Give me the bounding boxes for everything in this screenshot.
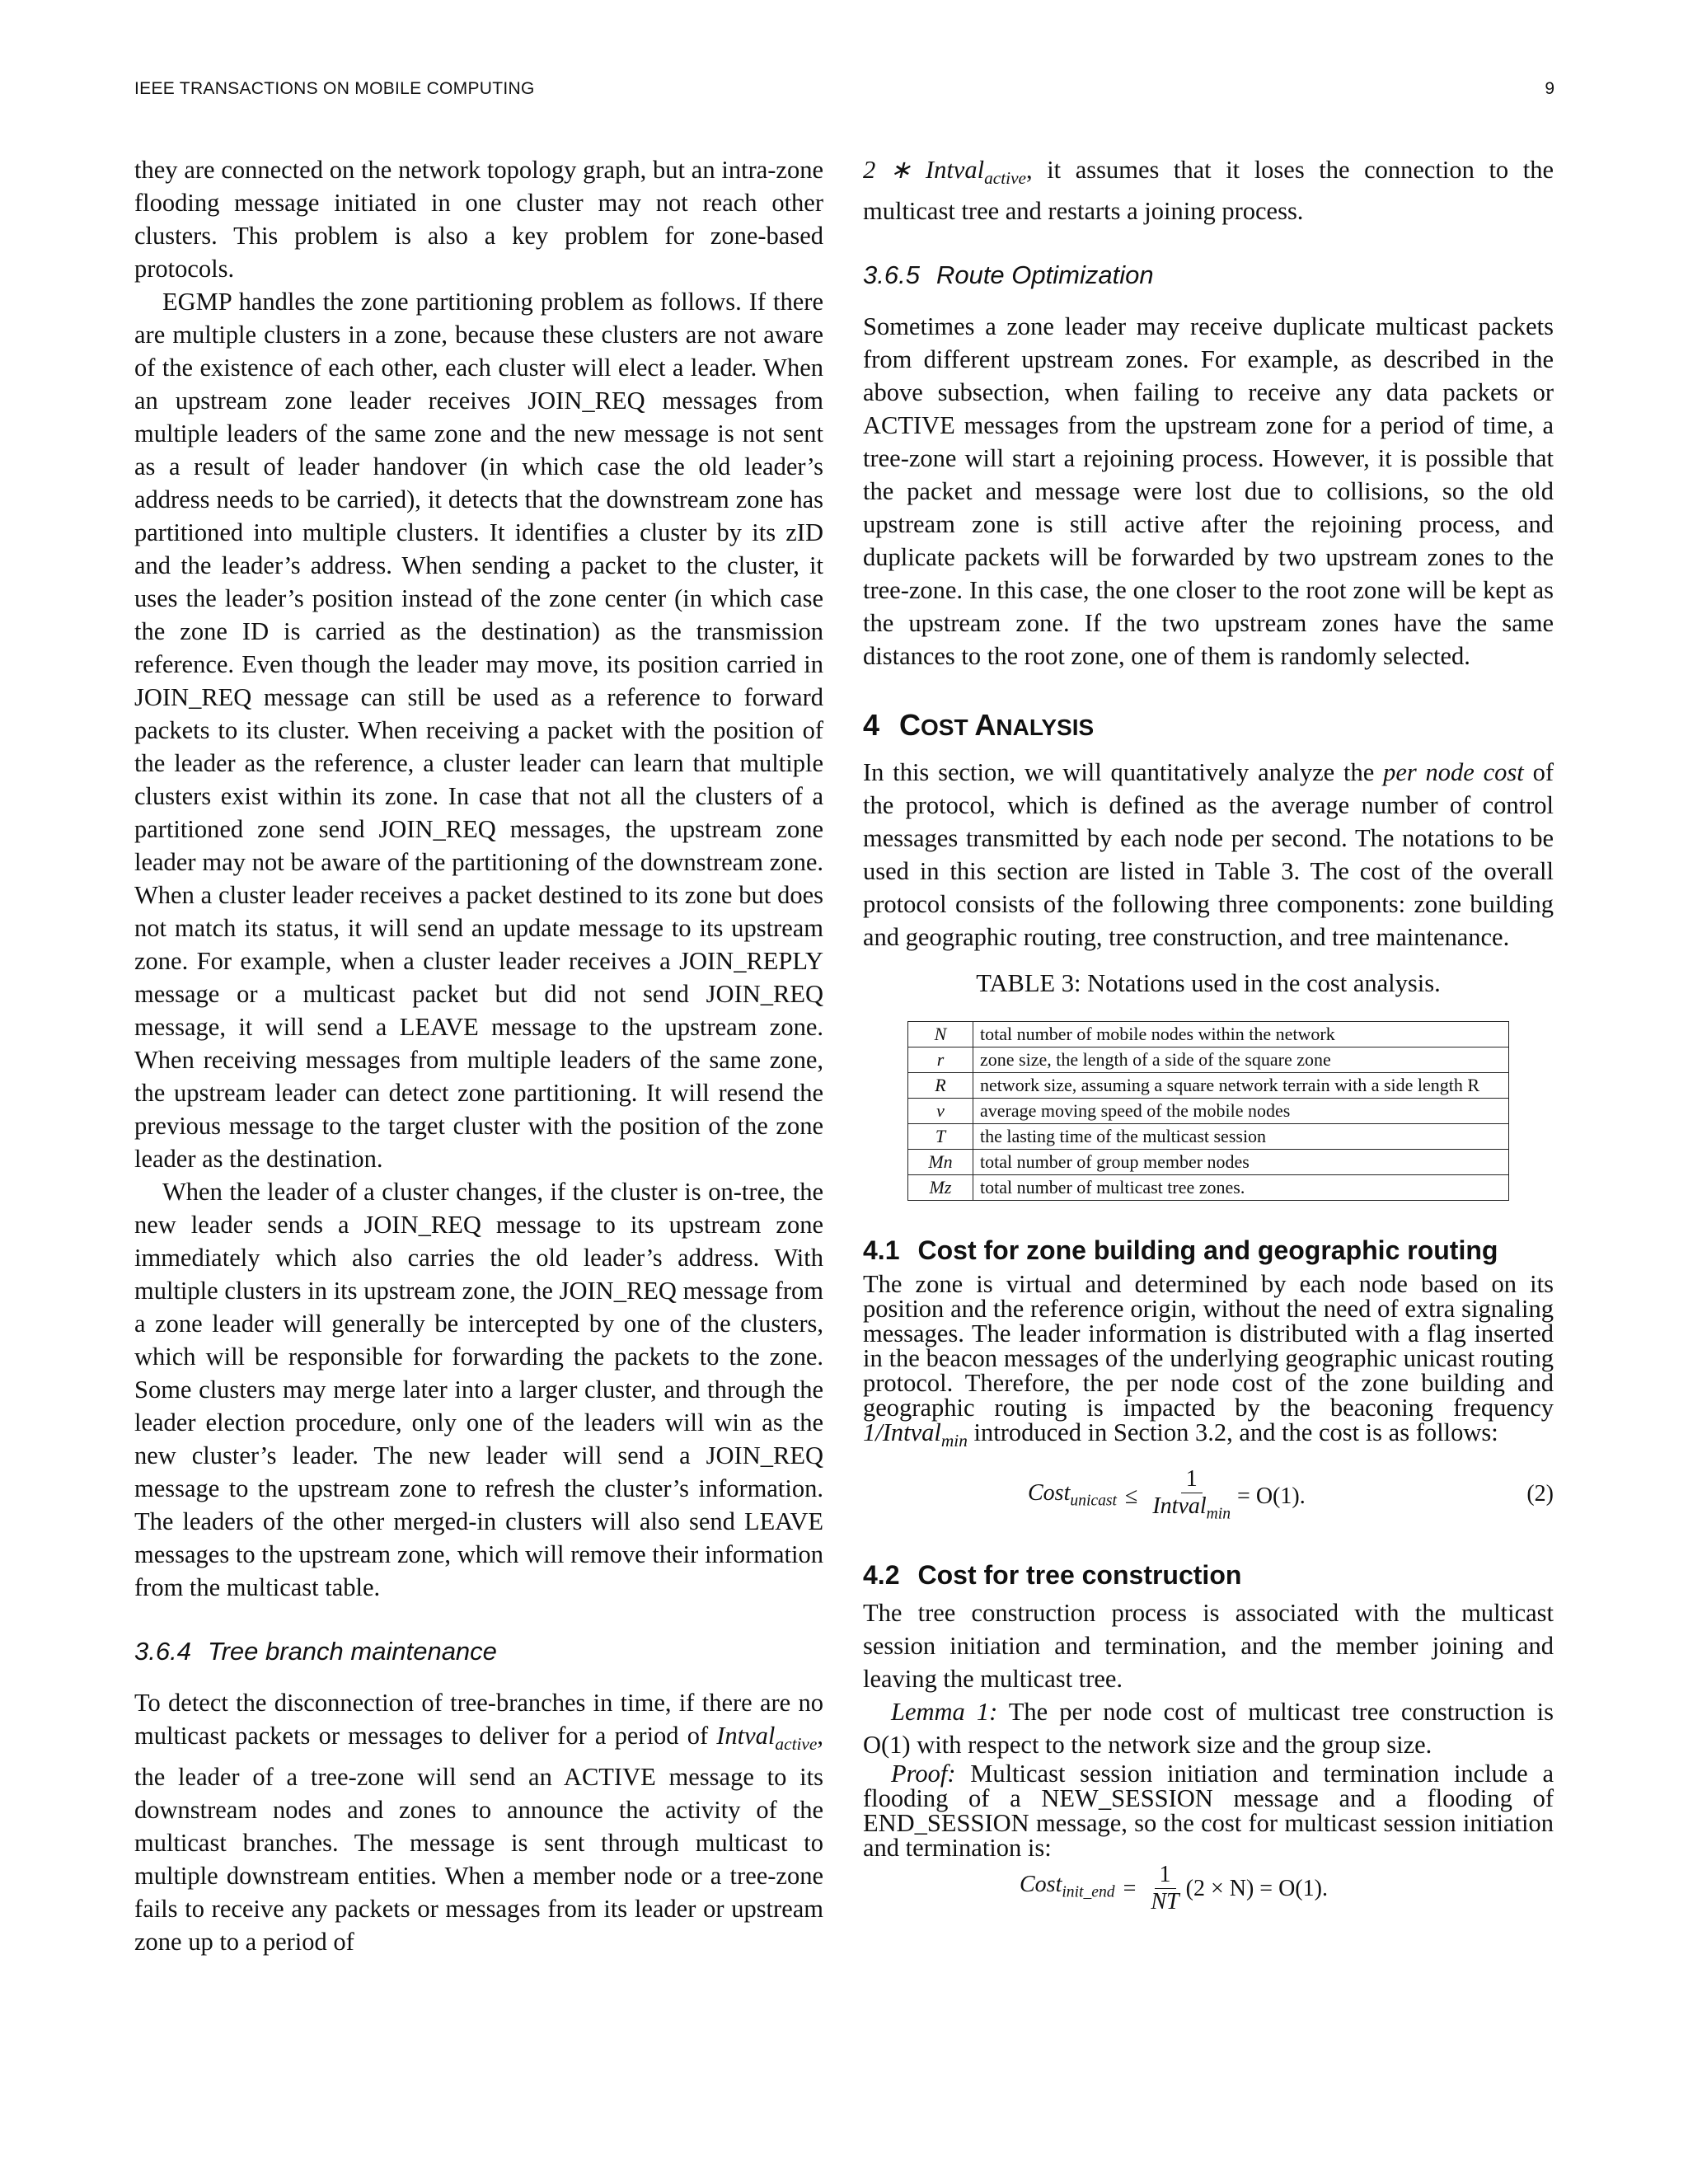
table-cell-symbol: Mz xyxy=(908,1175,973,1201)
equation-2: Cost$_{unicast}$ ≤ $\frac{1}{Intval_{min}}$ = O(1). (2) xyxy=(863,1461,1554,1526)
math-inline: Intval$_{active}$ xyxy=(716,1722,818,1755)
table-cell-symbol: N xyxy=(908,1022,973,1047)
paragraph: they are connected on the network topology graph, but an intra-zone flooding message initiated in one cluster may not reach other clusters. This problem is also a key problem for zone-based protocols. xyxy=(134,156,823,283)
subsection-title: Cost for tree construction xyxy=(917,1560,1242,1591)
table-cell-symbol: r xyxy=(908,1047,973,1073)
equation-fraction: $\frac{1}{NT}$ xyxy=(1151,1862,1179,1915)
right-column xyxy=(863,153,1554,1921)
subsubsection-number: 3.6.4 xyxy=(134,1637,191,1666)
table-cell-description: total number of multicast tree zones. xyxy=(973,1175,1509,1201)
paragraph: The zone is virtual and determined by each node based on its position and the reference origin, without the need of extra signaling messages. The leader information is distributed with a flag inserted in the beacon messages of the underlying geographic unicast routing protocol. Therefore, the per node cost of the zone building and geographic routing is impacted by the beaconing frequency 1/Intval$_{min}$ introduced in Section 3.2, and the cost is as follows: xyxy=(863,1270,1554,1451)
subsection-title: Cost for zone building and geographic routing xyxy=(917,1235,1498,1266)
table-cell-description: total number of group member nodes xyxy=(973,1150,1509,1175)
equation-3: Cost$_{init\_end}$ = $\frac{1}{NT}$ (2 × N) = O(1). xyxy=(1020,1862,1328,1915)
table-cell-description: zone size, the length of a side of the square zone xyxy=(973,1047,1509,1073)
subsubsection-heading xyxy=(863,259,1554,292)
table-caption: TABLE 3: Notations used in the cost analysis. xyxy=(976,969,1441,998)
math-inline: 1/Intval$_{min}$ xyxy=(863,1418,968,1451)
equation-number: (2) xyxy=(1526,1481,1554,1507)
left-column xyxy=(134,153,823,1958)
table-cell-description: average moving speed of the mobile nodes xyxy=(973,1099,1509,1124)
table-cell-symbol: T xyxy=(908,1124,973,1150)
subsection-number: 4.1 xyxy=(863,1235,900,1266)
table-row xyxy=(908,1150,1509,1175)
paragraph: To detect the disconnection of tree-branches in time, if there are no multicast packets or messages to deliver for a period of Intval$_{active}$, the leader of a tree-zone will send an ACTIVE message to its downstream nodes and zones to announce the activity of the multicast branches. The message is sent through multicast to multiple downstream entities. When a member node or a tree-zone fails to receive any packets or messages from its leader or upstream zone up to a period of xyxy=(134,1689,823,1957)
table-cell-symbol: v xyxy=(908,1099,973,1124)
paragraph: EGMP handles the zone partitioning problem as follows. If there are multiple clusters in a zone, because these clusters are not aware of the existence of each other, each cluster will elect a leader. When an upstream zone leader receives JOIN_REQ messages from multiple leaders of the same zone and the new message is not sent as a result of leader handover (in which case the old leader’s address needs to be carried), it detects that the downstream zone has partitioned into multiple clusters. It identifies a cluster by its zID and the leader’s address. When sending a packet to the cluster, it uses the leader’s position instead of the zone center (in which case the zone ID is carried as the destination) as the transmission reference. Even though the leader may move, its position carried in JOIN_REQ message can still be used as a reference to forward packets to its cluster. When receiving a packet with the position of the leader as the reference, a cluster leader can learn that multiple clusters exist within its zone. In case that not all the clusters of a partitioned zone send JOIN_REQ messages, the upstream zone leader may not be aware of the partitioning of the downstream zone. When a cluster leader receives a packet destined to its zone but does not match its status, it will send an update message to its upstream zone. For example, when a cluster leader receives a JOIN_REPLY message or a multicast packet but did not send JOIN_REQ message, it will send a LEAVE message to the upstream zone. When receiving messages from multiple leaders of the same zone, the upstream leader can detect zone partitioning. It will resend the previous message to the target cluster with the position of the zone leader as the destination. xyxy=(134,288,823,1173)
proof: Proof: Multicast session initiation and termination include a flooding of a NEW_SESSION message and a flooding of END_SESSION message, so the cost for multicast session initiation and termination is: xyxy=(863,1760,1554,1863)
notations-table xyxy=(907,1021,1509,1201)
subsection-number: 4.2 xyxy=(863,1560,900,1591)
paragraph: When the leader of a cluster changes, if the cluster is on-tree, the new leader sends a JOIN_REQ message to its upstream zone immediately which also carries the old leader’s address. With multiple clusters in its upstream zone, the JOIN_REQ message from a zone leader will generally be intercepted by one of the clusters, which will be responsible for forwarding the packets to the zone. Some clusters may merge later into a larger cluster, and through the leader election procedure, only one of the leaders will win as the new cluster’s leader. The new leader will send a JOIN_REQ message to the upstream zone to refresh the cluster’s information. The leaders of the other merged-in clusters will also send LEAVE messages to the upstream zone, which will remove their information from the multicast table. xyxy=(134,1178,823,1601)
subsubsection-heading xyxy=(134,1635,823,1668)
subsubsection-title: Route Optimization xyxy=(935,260,1154,290)
subsubsection-title: Tree branch maintenance xyxy=(207,1637,497,1666)
section-number: 4 xyxy=(863,708,880,743)
table-cell-description: the lasting time of the multicast session xyxy=(973,1124,1509,1150)
table-cell-description: total number of mobile nodes within the network xyxy=(973,1022,1509,1047)
equation-lhs: Cost$_{init\_end}$ xyxy=(1020,1871,1115,1901)
table-row xyxy=(908,1022,1509,1047)
equation-lhs: Cost$_{unicast}$ xyxy=(1028,1479,1117,1510)
paragraph: The tree construction process is associated with the multicast session initiation and termination, and the member joining and leaving the multicast tree. xyxy=(863,1599,1554,1694)
table-cell-symbol: Mn xyxy=(908,1150,973,1175)
running-header: IEEE TRANSACTIONS ON MOBILE COMPUTING xyxy=(134,79,535,98)
table-row xyxy=(908,1047,1509,1073)
paragraph: Sometimes a zone leader may receive duplicate multicast packets from different upstream zones. For example, as described in the above subsection, when failing to receive any data packets or ACTIVE messages from the upstream zone for a period of time, a tree-zone will start a rejoining process. However, it is possible that the packet and message were lost due to collisions, so the old upstream zone is still active after the rejoining process, and duplicate packets will be forwarded by two upstream zones to the tree-zone. In this case, the one closer to the root zone will be kept as the upstream zone. If the two upstream zones have the same distances to the root zone, one of them is randomly selected. xyxy=(863,312,1554,671)
subsection-heading xyxy=(863,1234,1554,1267)
equation-fraction: $\frac{1}{Intval_{min}}$ xyxy=(1152,1466,1231,1523)
page-number: 9 xyxy=(1545,79,1554,98)
table-row xyxy=(908,1124,1509,1150)
section-heading: 4 COST ANALYSIS xyxy=(863,708,1095,743)
paragraph: In this section, we will quantitatively analyze the per node cost of the protocol, which is defined as the average number of control messages transmitted by each node per second. The notations to be used in this section are listed in Table 3. The cost of the overall protocol consists of the following three components: zone building and geographic routing, tree construction, and tree maintenance. xyxy=(863,758,1554,952)
math-inline: 2 ∗ Intval$_{active}$ xyxy=(863,156,1027,189)
subsubsection-number: 3.6.5 xyxy=(863,260,920,290)
table-cell-description: network size, assuming a square network terrain with a side length R xyxy=(973,1073,1509,1099)
paragraph: 2 ∗ Intval$_{active}$, it assumes that it loses the connection to the multicast tree and restarts a joining process. xyxy=(863,156,1554,226)
subsection-heading xyxy=(863,1558,1554,1591)
table-cell-symbol: R xyxy=(908,1073,973,1099)
lemma: Lemma 1: The per node cost of multicast tree construction is O(1) with respect to the network size and the group size. xyxy=(863,1698,1554,1760)
table-row xyxy=(908,1073,1509,1099)
table-row xyxy=(908,1099,1509,1124)
table-row xyxy=(908,1175,1509,1201)
